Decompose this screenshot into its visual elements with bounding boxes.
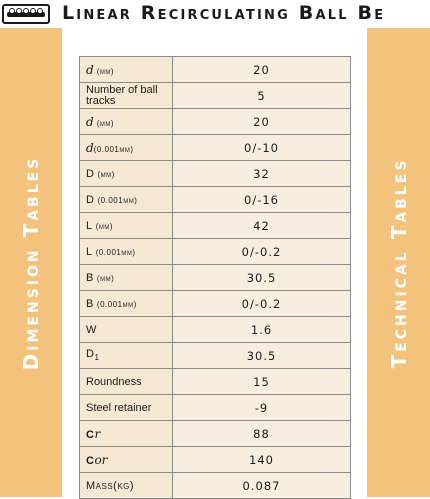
- ball-bearing-logo-icon: [2, 4, 50, 24]
- row-label: L (0.001mm): [80, 239, 173, 265]
- table-row: [80, 83, 351, 109]
- row-label: Steel retainer: [80, 395, 173, 421]
- row-value: 30.5: [173, 265, 351, 291]
- row-value: 32: [173, 161, 351, 187]
- table-row: [80, 343, 351, 369]
- table-row: [80, 421, 351, 447]
- row-label: L (mm): [80, 213, 173, 239]
- table-row: [80, 57, 351, 83]
- spec-table: [79, 56, 351, 499]
- table-row: [80, 161, 351, 187]
- row-label: d (mm): [80, 109, 173, 135]
- row-label: Cr: [80, 421, 173, 447]
- row-value: 88: [173, 421, 351, 447]
- row-label: D (mm): [80, 161, 173, 187]
- row-label: Cor: [80, 447, 173, 473]
- row-label: D (0.001mm): [80, 187, 173, 213]
- technical-tables-label: Technical Tables: [386, 157, 411, 368]
- table-row: [80, 187, 351, 213]
- row-label: B (mm): [80, 265, 173, 291]
- table-row: [80, 369, 351, 395]
- row-label: d (mm): [80, 57, 173, 83]
- table-row: [80, 109, 351, 135]
- page-title: Linear Recirculating Ball Be: [62, 2, 386, 24]
- sidebar-tab-technical-tables[interactable]: [367, 28, 430, 497]
- row-label: Mass(kg): [80, 473, 173, 499]
- row-value: 20: [173, 109, 351, 135]
- row-value: 0/-0.2: [173, 291, 351, 317]
- row-value: 15: [173, 369, 351, 395]
- table-row: [80, 473, 351, 499]
- row-value: 30.5: [173, 343, 351, 369]
- row-value: 0/-10: [173, 135, 351, 161]
- row-value: 140: [173, 447, 351, 473]
- row-label: Roundness: [80, 369, 173, 395]
- dimension-tables-label: Dimension Tables: [19, 155, 43, 370]
- table-row: [80, 239, 351, 265]
- row-value: 0/-0.2: [173, 239, 351, 265]
- row-value: -9: [173, 395, 351, 421]
- sidebar-tab-dimension-tables[interactable]: [0, 28, 62, 497]
- table-row: [80, 317, 351, 343]
- row-value: 1.6: [173, 317, 351, 343]
- table-row: [80, 265, 351, 291]
- row-value: 0/-16: [173, 187, 351, 213]
- row-value: 20: [173, 57, 351, 83]
- row-label: Number of ball tracks: [80, 83, 173, 109]
- table-row: [80, 135, 351, 161]
- row-value: 5: [173, 83, 351, 109]
- row-label: W: [80, 317, 173, 343]
- table-row: [80, 291, 351, 317]
- table-row: [80, 395, 351, 421]
- row-label: d(0.001mm): [80, 135, 173, 161]
- table-row: [80, 447, 351, 473]
- row-label: B (0.001mm): [80, 291, 173, 317]
- header-bar: [0, 0, 430, 28]
- table-row: [80, 213, 351, 239]
- row-value: 42: [173, 213, 351, 239]
- row-label: $D_1$: [80, 343, 173, 369]
- row-value: 0.087: [173, 473, 351, 499]
